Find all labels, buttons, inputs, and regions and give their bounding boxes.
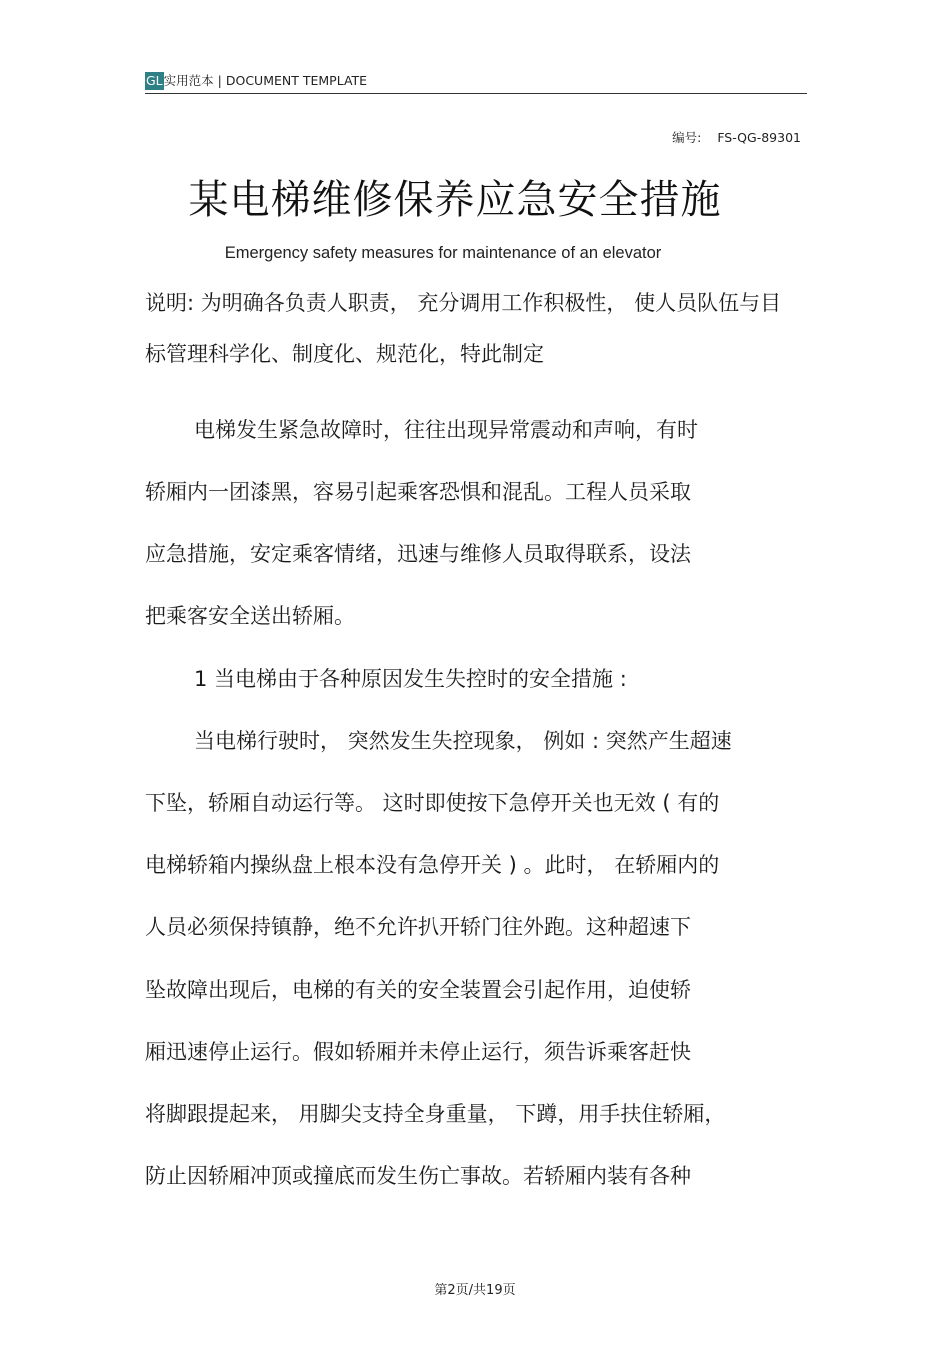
brand-mark: GL xyxy=(146,73,163,88)
intro-line: 标管理科学化、制度化、规范化，特此制定 xyxy=(145,342,544,366)
body-line: 把乘客安全送出轿厢。 xyxy=(145,604,355,628)
document-subtitle: Emergency safety measures for maintenance of an elevator xyxy=(224,244,662,262)
body-line: 将脚跟提起来， 用脚尖支持全身重量， 下蹲，用手扶住轿厢， xyxy=(145,1102,726,1126)
body-line: 厢迅速停止运行。假如轿厢并未停止运行，须告诉乘客赶快 xyxy=(145,1040,691,1064)
document-number xyxy=(672,128,801,146)
body-line: 人员必须保持镇静，绝不允许扒开轿门往外跑。这种超速下 xyxy=(145,915,691,939)
body-line: 电梯发生紧急故障时，往往出现异常震动和声响，有时 xyxy=(194,418,698,442)
intro-line: 说明: 为明确各负责人职责， 充分调用工作积极性， 使人员队伍与目 xyxy=(145,291,782,315)
header-logo xyxy=(145,72,367,90)
body-line: 轿厢内一团漆黑，容易引起乘客恐惧和混乱。工程人员采取 xyxy=(145,480,691,504)
body-line: 应急措施，安定乘客情绪，迅速与维修人员取得联系，设法 xyxy=(145,542,691,566)
body-line: 当电梯行驶时， 突然发生失控现象， 例如 : 突然产生超速 xyxy=(194,729,732,753)
document-number-value: FS-QG-89301 xyxy=(717,130,801,145)
body-line: 下坠，轿厢自动运行等。 这时即使按下急停开关也无效 ( 有的 xyxy=(145,791,720,815)
body-line: 电梯轿箱内操纵盘上根本没有急停开关 ) 。此时， 在轿厢内的 xyxy=(145,853,720,877)
document-title: 某电梯维修保养应急安全措施 xyxy=(188,177,722,223)
header-subtitle: DOCUMENT TEMPLATE xyxy=(225,73,368,88)
body-line: 防止因轿厢冲顶或撞底而发生伤亡事故。若轿厢内装有各种 xyxy=(145,1164,691,1188)
body-line: 坠故障出现后，电梯的有关的安全装置会引起作用，迫使轿 xyxy=(145,978,691,1002)
header-separator: | xyxy=(217,73,222,88)
document-number-label: 编号: xyxy=(672,130,702,145)
header-divider xyxy=(145,93,807,94)
header-title: 实用范本 xyxy=(163,73,214,88)
page-number: 第2页/共19页 xyxy=(434,1283,516,1298)
section-heading: 1 当电梯由于各种原因发生失控时的安全措施 : xyxy=(194,667,627,691)
